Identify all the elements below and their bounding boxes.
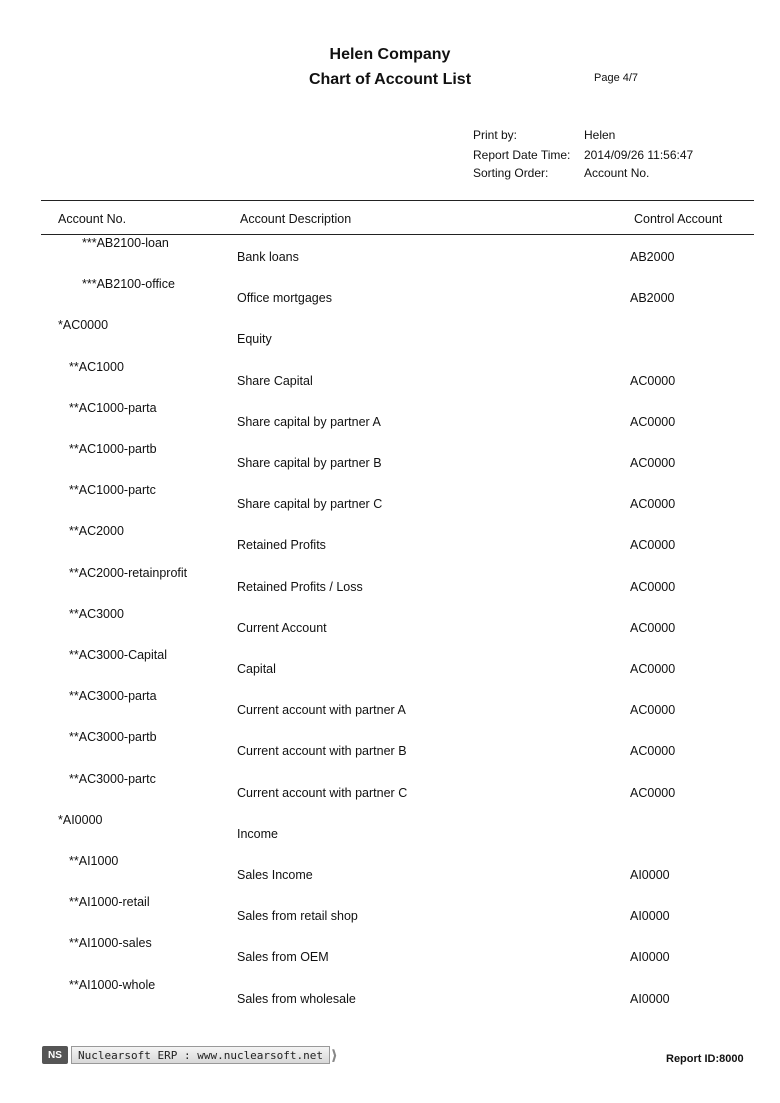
table-row [0,318,780,358]
account-description: Share Capital [237,374,313,388]
control-account: AC0000 [630,374,676,388]
table-row [0,607,780,647]
account-no: **AC2000 [69,524,124,538]
control-account: AC0000 [630,538,676,552]
company-name: Helen Company [329,46,451,63]
account-description: Retained Profits / Loss [237,580,363,594]
account-description: Office mortgages [237,291,332,305]
table-row [0,360,780,400]
table-row [0,978,780,1018]
account-no: **AC2000-retainprofit [69,566,188,580]
account-no: **AC1000-parta [69,401,157,415]
account-description: Income [237,827,278,841]
column-header-account-no: Account No. [58,212,127,226]
meta-label: Report Date Time: [473,148,571,162]
control-account: AC0000 [630,786,676,800]
table-row [0,936,780,976]
column-header-control-account: Control Account [634,212,723,226]
account-no: **AI1000-retail [69,895,150,909]
logo-badge: NS [42,1046,68,1064]
table-row [0,813,780,853]
account-no: **AI1000-sales [69,936,152,950]
account-description: Sales from wholesale [237,992,356,1006]
meta-value: 2014/09/26 11:56:47 [584,148,694,162]
control-account: AC0000 [630,744,676,758]
table-row [0,566,780,606]
account-no: **AC3000-partc [69,772,156,786]
meta-label: Sorting Order: [473,166,549,180]
account-no: **AC3000-parta [69,689,157,703]
report-title: Chart of Account List [308,71,472,88]
account-no: **AC3000 [69,607,124,621]
account-description: Retained Profits [237,538,326,552]
meta-value: Account No. [584,166,650,180]
table-row [0,895,780,935]
control-account: AC0000 [630,497,676,511]
account-description: Sales from OEM [237,950,329,964]
account-no: **AC3000-Capital [69,648,167,662]
account-description: Current account with partner A [237,703,406,717]
control-account: AC0000 [630,662,676,676]
account-description: Share capital by partner A [237,415,381,429]
account-description: Current account with partner C [237,786,408,800]
control-account: AB2000 [630,250,675,264]
account-no: *AC0000 [58,318,109,332]
footer-logo [42,1046,332,1064]
page-number: Page 4/7 [594,72,639,84]
report-id: Report ID:8000 [666,1053,744,1065]
table-row [0,772,780,812]
account-no: **AC1000-partb [69,442,157,456]
table-row [0,236,780,276]
control-account: AC0000 [630,703,676,717]
control-account: AC0000 [630,456,676,470]
account-no: ***AB2100-office [82,277,175,291]
account-description: Current account with partner B [237,744,407,758]
account-no: *AI0000 [58,813,103,827]
account-no: ***AB2100-loan [82,236,169,250]
account-description: Equity [237,332,272,346]
control-account: AI0000 [630,950,670,964]
account-no: **AI1000-whole [69,978,156,992]
table-row [0,730,780,770]
account-description: Share capital by partner B [237,456,382,470]
control-account: AC0000 [630,415,676,429]
account-description: Capital [237,662,276,676]
control-account: AI0000 [630,868,670,882]
table-row [0,854,780,894]
account-no: **AC3000-partb [69,730,157,744]
table-row [0,442,780,482]
table-row [0,689,780,729]
account-description: Sales from retail shop [237,909,358,923]
meta-label: Print by: [473,128,518,142]
table-row [0,277,780,317]
account-no: **AI1000 [69,854,119,868]
table-row [0,483,780,523]
column-header-description: Account Description [240,212,352,226]
control-account: AC0000 [630,621,676,635]
table-row [0,401,780,441]
logo-text: Nuclearsoft ERP : www.nuclearsoft.net [71,1046,330,1064]
account-description: Current Account [237,621,327,635]
account-no: **AC1000-partc [69,483,156,497]
account-no: **AC1000 [69,360,124,374]
table-row [0,648,780,688]
control-account: AI0000 [630,909,670,923]
control-account: AI0000 [630,992,670,1006]
account-description: Sales Income [237,868,313,882]
account-description: Share capital by partner C [237,497,383,511]
control-account: AC0000 [630,580,676,594]
table-row [0,524,780,564]
meta-value: Helen [584,128,616,142]
account-description: Bank loans [237,250,299,264]
control-account: AB2000 [630,291,675,305]
